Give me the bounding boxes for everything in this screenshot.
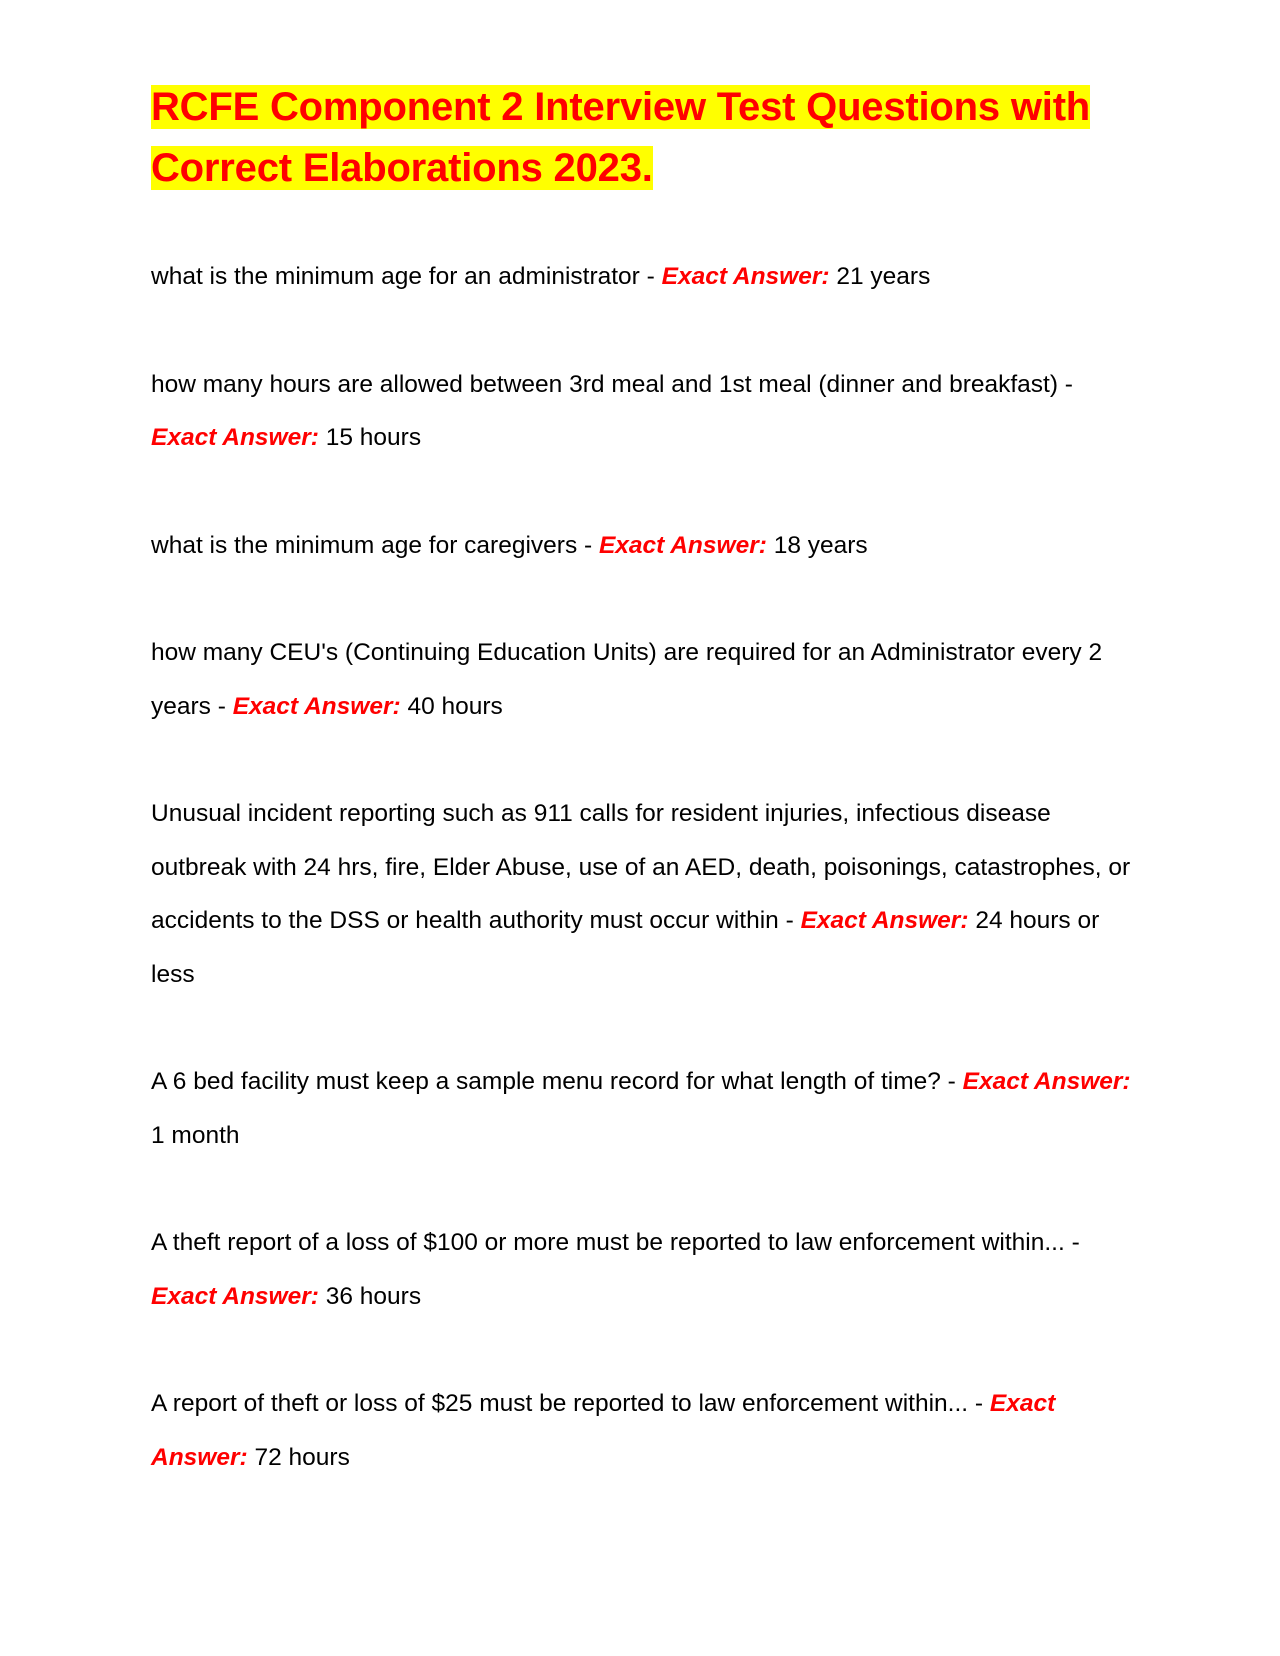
answer-label: Exact Answer: bbox=[661, 263, 830, 290]
qa-item bbox=[151, 250, 1131, 304]
answer-label: Exact Answer: bbox=[151, 424, 319, 451]
question-text: how many hours are allowed between 3rd meal and 1st meal (dinner and breakfast) - bbox=[151, 370, 1073, 398]
document-content bbox=[151, 77, 1131, 1538]
answer-text: 18 years bbox=[773, 531, 868, 559]
answer-label: Exact Answer: bbox=[598, 531, 767, 559]
question-text: what is the minimum age for an administrator - bbox=[151, 263, 655, 290]
answer-label: Exact Answer: bbox=[151, 1390, 1056, 1471]
answer-label: Exact Answer: bbox=[232, 692, 401, 720]
answer-text: 15 hours bbox=[325, 424, 422, 451]
answer-text: 24 hours or less bbox=[151, 907, 1100, 988]
answer-text: 21 years bbox=[836, 263, 931, 290]
answer-text: 40 hours bbox=[407, 692, 503, 720]
question-text: A 6 bed facility must keep a sample menu record for what length of time? - bbox=[151, 1068, 956, 1095]
qa-item bbox=[151, 1377, 1131, 1484]
answer-text: 36 hours bbox=[325, 1282, 422, 1310]
answer-label: Exact Answer: bbox=[800, 907, 969, 934]
qa-item bbox=[151, 1216, 1131, 1323]
qa-item bbox=[151, 1055, 1131, 1162]
answer-text: 1 month bbox=[151, 1121, 240, 1149]
document-title-text: RCFE Component 2 Interview Test Questions with Correct Elaborations 2023. bbox=[151, 85, 1091, 190]
question-text: how many CEU's (Continuing Education Units) are required for an Administrator every 2 years - bbox=[151, 639, 1103, 720]
qa-item bbox=[151, 519, 1131, 573]
qa-list bbox=[151, 250, 1131, 1484]
question-text: A report of theft or loss of $25 must be reported to law enforcement within... - bbox=[151, 1390, 984, 1417]
answer-label: Exact Answer: bbox=[962, 1068, 1131, 1095]
question-text: Unusual incident reporting such as 911 calls for resident injuries, infectious disease outbreak with 24 hrs, fire, Elder Abuse, use of an AED, death, poisonings, catastrophes, or accidents to the DSS or health authority must occur within - bbox=[151, 800, 1131, 934]
question-text: what is the minimum age for caregivers - bbox=[151, 531, 593, 559]
document-title bbox=[151, 77, 1131, 199]
answer-text: 72 hours bbox=[254, 1443, 350, 1471]
qa-item bbox=[151, 787, 1131, 1001]
qa-item bbox=[151, 358, 1131, 465]
qa-item bbox=[151, 626, 1131, 733]
question-text: A theft report of a loss of $100 or more must be reported to law enforcement within... - bbox=[151, 1229, 1080, 1256]
answer-label: Exact Answer: bbox=[151, 1282, 319, 1310]
